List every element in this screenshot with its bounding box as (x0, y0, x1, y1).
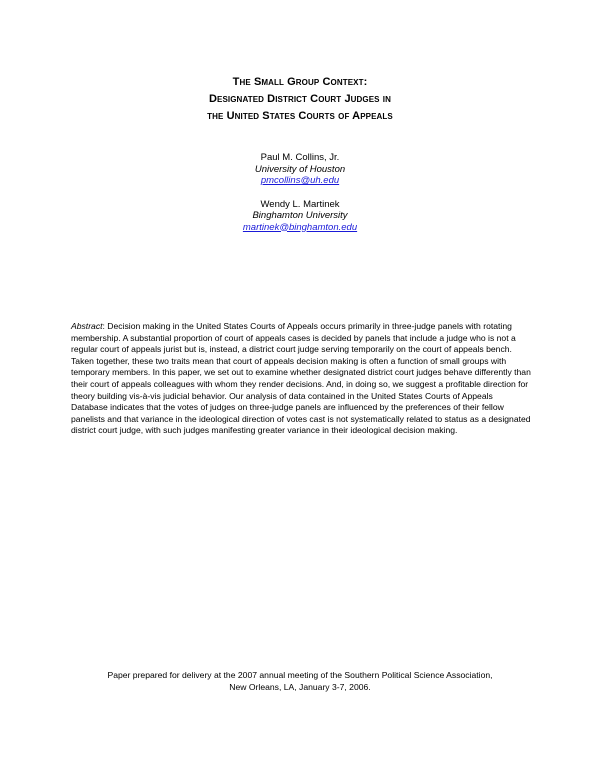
author-email-link[interactable]: martinek@binghamton.edu (242, 221, 358, 233)
title-line-3: the United States Courts of Appeals (207, 110, 393, 122)
abstract (71, 321, 531, 437)
author-list (100, 152, 500, 233)
author-name: Wendy L. Martinek (260, 198, 340, 210)
presentation-note-line-2: New Orleans, LA, January 3-7, 2006. (229, 681, 371, 692)
presentation-note-line-1: Paper prepared for delivery at the 2007 annual meeting of the Southern Political Science Association, (107, 670, 493, 680)
title-line-1: The Small Group Context: (232, 76, 368, 88)
abstract-label: Abstract (71, 321, 103, 331)
author-2 (100, 199, 500, 234)
author-affiliation: Binghamton University (252, 210, 348, 221)
author-email-link[interactable]: pmcollins@uh.edu (260, 175, 340, 186)
author-1 (100, 152, 500, 187)
author-affiliation: University of Houston (254, 163, 346, 175)
paper-title (60, 74, 540, 125)
title-line-2: Designated District Court Judges in (209, 93, 391, 105)
author-name: Paul M. Collins, Jr. (260, 152, 340, 163)
abstract-text: : Decision making in the United States Courts of Appeals occurs primarily in three-judge panels with rotating membership. A substantial proportion of court of appeals cases is decided by panels that include a judge who is not a regular court of appeals jurist but is, instead, a district court judge serving temporarily on the court of appeals bench. Taken together, these two traits mean that court of appeals decision making is often a function of small groups with temporary members. In this paper, we set out to examine whether designated district court judges behave differently than their court of appeals colleagues with whom they render decisions. And, in doing so, we suggest a profitable direction for theory building vis-à-vis judicial behavior. Our analysis of data contained in the United States Courts of Appeals Database indicates that the votes of judges on three-judge panels are influenced by the preferences of their fellow panelists and that variance in the ideological direction of votes cast is not systematically related to status as a designated district court judge, with such judges manifesting greater variance in their ideological decision making. (71, 321, 531, 436)
presentation-note (60, 670, 540, 693)
